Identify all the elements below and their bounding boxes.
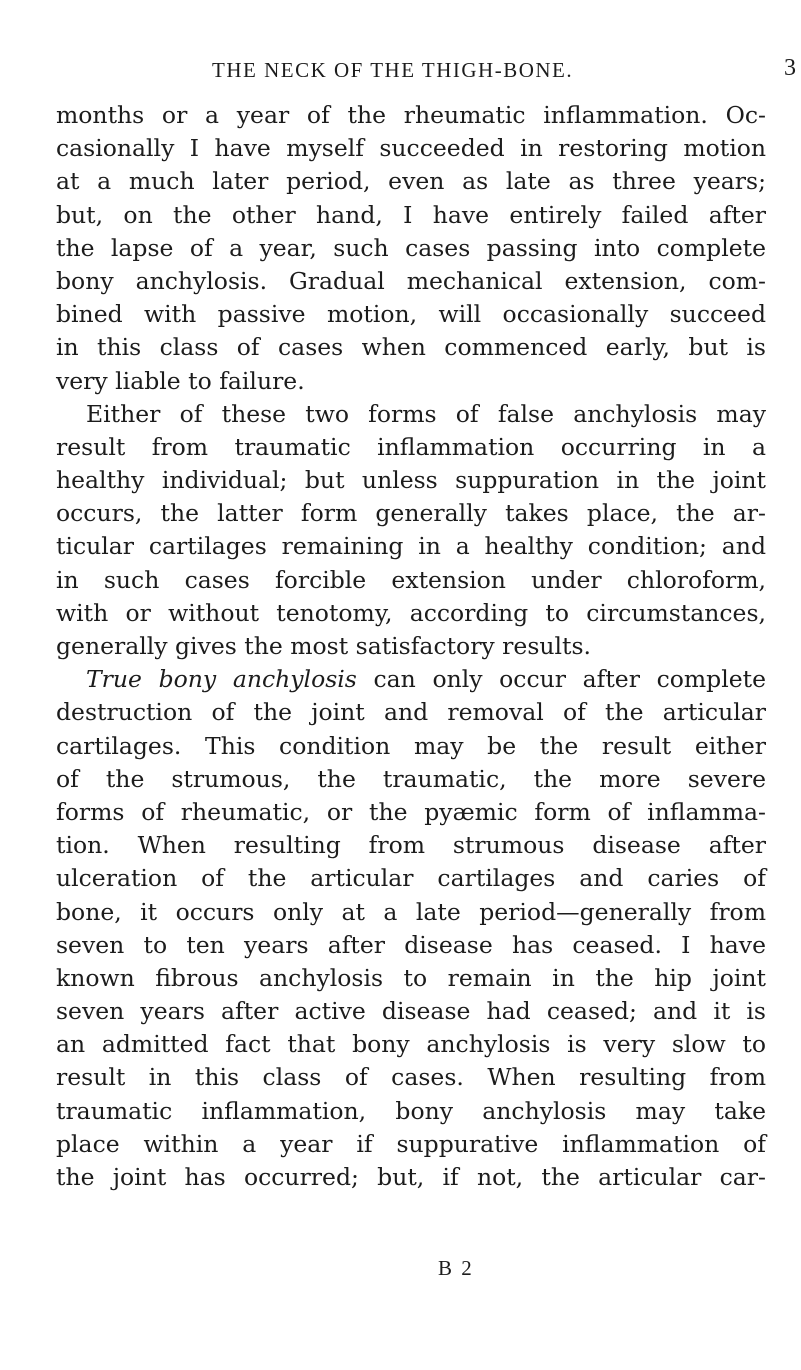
text-line: bone, it occurs only at a late period—generally from [56,897,766,926]
text-line: bony anchylosis. Gradual mechanical extension, com- [56,266,766,295]
text-line: an admitted fact that bony anchylosis is very slow to [56,1030,766,1059]
text-line: generally gives the most satisfactory results. [56,632,592,660]
text-line: known fibrous anchylosis to remain in the hip joint [56,963,766,992]
text-line: at a much later period, even as late as three years; [56,167,766,196]
text-line: very liable to failure. [56,366,305,395]
text-line: casionally I have myself succeeded in restoring motion [56,134,766,163]
text-line: occurs, the latter form generally takes place, the ar- [56,499,766,528]
text-line: of the strumous, the traumatic, the more severe [56,764,766,793]
text-line: the joint has occurred; but, if not, the articular car- [56,1163,766,1191]
page-number: 3 [784,55,796,81]
text-line: ticular cartilages remaining in a healthy condition; and [56,532,766,561]
text-line: with or without tenotomy, according to circumstances, [56,598,766,627]
text-line: result from traumatic inflammation occurring in a [56,432,766,461]
text-line: cartilages. This condition may be the result either [56,731,766,760]
text-line: forms of rheumatic, or the pyæmic form of inflamma- [56,797,766,826]
italic-term: True bony anchylosis [86,665,357,694]
text-line: seven years after active disease had ceased; and it is [56,997,766,1026]
text-fragment: can only occur after complete [373,665,766,694]
text-line: but, on the other hand, I have entirely failed after [56,200,766,229]
signature-mark: B 2 [438,1256,474,1280]
text-line: bined with passive motion, will occasionally succeed [56,300,766,329]
text-line: months or a year of the rheumatic inflammation. Oc- [56,101,766,129]
running-head: THE NECK OF THE THIGH-BONE. [212,58,574,82]
text-line: healthy individual; but unless suppuration in the joint [56,466,766,495]
body-text [56,99,766,1194]
text-line: in such cases forcible extension under chloroform, [56,565,766,594]
text-line: result in this class of cases. When resulting from [56,1063,766,1092]
text-line: ulceration of the articular cartilages and caries of [56,864,766,893]
text-line [56,663,766,696]
page-header [108,55,796,88]
text-line: place within a year if suppurative inflammation of [56,1129,766,1158]
text-line: seven to ten years after disease has ceased. I have [56,930,766,959]
text-line: tion. When resulting from strumous disease after [56,831,766,860]
text-line: the lapse of a year, such cases passing into complete [56,233,766,262]
text-line: traumatic inflammation, bony anchylosis may take [56,1096,766,1125]
text-line: Either of these two forms of false anchylosis may [86,399,766,428]
text-line: destruction of the joint and removal of the articular [56,698,766,727]
text-line: in this class of cases when commenced early, but is [56,333,766,362]
